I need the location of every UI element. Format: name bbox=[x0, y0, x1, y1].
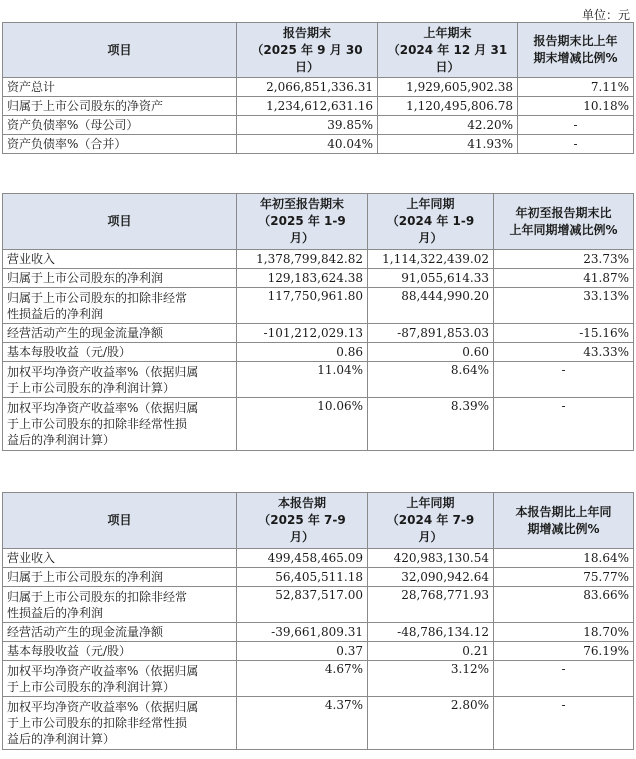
row-label: 资产负债率%（合并） bbox=[3, 135, 237, 154]
table-row bbox=[3, 250, 634, 269]
cell-current: 1,234,612,631.16 bbox=[237, 97, 378, 116]
table-row bbox=[3, 324, 634, 343]
cell-change: 76.19% bbox=[494, 642, 634, 661]
table-row bbox=[3, 97, 634, 116]
cell-change: - bbox=[494, 661, 634, 697]
cell-current: 56,405,511.18 bbox=[237, 568, 368, 587]
cell-prior: 2.80% bbox=[368, 697, 494, 750]
row-label: 基本每股收益（元/股） bbox=[3, 343, 237, 362]
cell-change: 43.33% bbox=[494, 343, 634, 362]
table-row bbox=[3, 288, 634, 324]
row-label: 归属于上市公司股东的扣除非经常 性损益后的净利润 bbox=[3, 587, 237, 623]
cell-current: 129,183,624.38 bbox=[237, 269, 368, 288]
cell-prior: 1,929,605,902.38 bbox=[378, 78, 518, 97]
table-row bbox=[3, 116, 634, 135]
cell-current: 117,750,961.80 bbox=[237, 288, 368, 324]
table-header-row bbox=[3, 194, 634, 250]
row-label: 经营活动产生的现金流量净额 bbox=[3, 324, 237, 343]
row-label: 归属于上市公司股东的扣除非经常 性损益后的净利润 bbox=[3, 288, 237, 324]
row-label: 资产总计 bbox=[3, 78, 237, 97]
cell-current: -101,212,029.13 bbox=[237, 324, 368, 343]
table-header-row bbox=[3, 493, 634, 549]
row-label: 资产负债率%（母公司） bbox=[3, 116, 237, 135]
table-row bbox=[3, 343, 634, 362]
cell-prior: 0.21 bbox=[368, 642, 494, 661]
row-label: 加权平均净资产收益率%（依据归属 于上市公司股东的净利润计算） bbox=[3, 661, 237, 697]
header-current-quarter: 本报告期 （2025 年 7-9 月） bbox=[237, 493, 368, 549]
cell-prior: 1,120,495,806.78 bbox=[378, 97, 518, 116]
cell-prior: -87,891,853.03 bbox=[368, 324, 494, 343]
cell-prior: 8.64% bbox=[368, 362, 494, 398]
cell-change: - bbox=[494, 697, 634, 750]
cell-prior: 42.20% bbox=[378, 116, 518, 135]
cell-prior: 420,983,130.54 bbox=[368, 549, 494, 568]
header-change-ratio: 报告期末比上年 期末增减比例% bbox=[518, 23, 634, 78]
table-header-row bbox=[3, 23, 634, 78]
header-change-ratio: 年初至报告期末比 上年同期增减比例% bbox=[494, 194, 634, 250]
cell-current: 499,458,465.09 bbox=[237, 549, 368, 568]
cell-prior: 41.93% bbox=[378, 135, 518, 154]
cell-change: 18.70% bbox=[494, 623, 634, 642]
header-item: 项目 bbox=[3, 23, 237, 78]
cell-prior: 8.39% bbox=[368, 398, 494, 451]
table-row bbox=[3, 587, 634, 623]
cell-change: 23.73% bbox=[494, 250, 634, 269]
row-label: 归属于上市公司股东的净资产 bbox=[3, 97, 237, 116]
header-item: 项目 bbox=[3, 493, 237, 549]
cell-prior: 28,768,771.93 bbox=[368, 587, 494, 623]
cell-current: 2,066,851,336.31 bbox=[237, 78, 378, 97]
cell-change: - bbox=[494, 362, 634, 398]
cell-current: 52,837,517.00 bbox=[237, 587, 368, 623]
table-row bbox=[3, 78, 634, 97]
table-row bbox=[3, 398, 634, 451]
cell-change: 83.66% bbox=[494, 587, 634, 623]
header-item: 项目 bbox=[3, 194, 237, 250]
cell-prior: 88,444,990.20 bbox=[368, 288, 494, 324]
cell-change: - bbox=[518, 116, 634, 135]
cell-current: 0.86 bbox=[237, 343, 368, 362]
cell-prior: 91,055,614.33 bbox=[368, 269, 494, 288]
cell-current: 39.85% bbox=[237, 116, 378, 135]
row-label: 归属于上市公司股东的净利润 bbox=[3, 568, 237, 587]
balance-indicators-table bbox=[2, 22, 634, 154]
table-row bbox=[3, 362, 634, 398]
cell-change: 7.11% bbox=[518, 78, 634, 97]
row-label: 营业收入 bbox=[3, 250, 237, 269]
header-prior-quarter: 上年同期 （2024 年 7-9 月） bbox=[368, 493, 494, 549]
cell-prior: 32,090,942.64 bbox=[368, 568, 494, 587]
row-label: 基本每股收益（元/股） bbox=[3, 642, 237, 661]
header-period-end: 报告期末 （2025 年 9 月 30 日） bbox=[237, 23, 378, 78]
table-row bbox=[3, 697, 634, 750]
cell-current: 4.37% bbox=[237, 697, 368, 750]
cell-change: 33.13% bbox=[494, 288, 634, 324]
cell-change: 10.18% bbox=[518, 97, 634, 116]
table-row bbox=[3, 568, 634, 587]
table-row bbox=[3, 549, 634, 568]
header-prior-ytd: 上年同期 （2024 年 1-9 月） bbox=[368, 194, 494, 250]
cell-current: 0.37 bbox=[237, 642, 368, 661]
cell-change: 18.64% bbox=[494, 549, 634, 568]
cell-current: 11.04% bbox=[237, 362, 368, 398]
table-row bbox=[3, 661, 634, 697]
cell-current: -39,661,809.31 bbox=[237, 623, 368, 642]
row-label: 经营活动产生的现金流量净额 bbox=[3, 623, 237, 642]
unit-label: 单位：元 bbox=[581, 8, 630, 22]
cell-current: 40.04% bbox=[237, 135, 378, 154]
cell-current: 1,378,799,842.82 bbox=[237, 250, 368, 269]
cell-prior: -48,786,134.12 bbox=[368, 623, 494, 642]
table-row bbox=[3, 135, 634, 154]
cell-change: 41.87% bbox=[494, 269, 634, 288]
row-label: 加权平均净资产收益率%（依据归属 于上市公司股东的扣除非经常性损 益后的净利润计算） bbox=[3, 398, 237, 451]
cell-change: - bbox=[518, 135, 634, 154]
row-label: 归属于上市公司股东的净利润 bbox=[3, 269, 237, 288]
cell-prior: 3.12% bbox=[368, 661, 494, 697]
ytd-indicators-table bbox=[2, 193, 634, 451]
cell-change: - bbox=[494, 398, 634, 451]
quarter-indicators-table bbox=[2, 492, 634, 750]
cell-change: 75.77% bbox=[494, 568, 634, 587]
cell-current: 4.67% bbox=[237, 661, 368, 697]
header-prior-year-end: 上年期末 （2024 年 12 月 31 日） bbox=[378, 23, 518, 78]
cell-current: 10.06% bbox=[237, 398, 368, 451]
table-row bbox=[3, 642, 634, 661]
header-ytd: 年初至报告期末 （2025 年 1-9 月） bbox=[237, 194, 368, 250]
table-row bbox=[3, 623, 634, 642]
table-row bbox=[3, 269, 634, 288]
row-label: 营业收入 bbox=[3, 549, 237, 568]
cell-change: -15.16% bbox=[494, 324, 634, 343]
row-label: 加权平均净资产收益率%（依据归属 于上市公司股东的净利润计算） bbox=[3, 362, 237, 398]
cell-prior: 1,114,322,439.02 bbox=[368, 250, 494, 269]
header-change-ratio: 本报告期比上年同 期增减比例% bbox=[494, 493, 634, 549]
cell-prior: 0.60 bbox=[368, 343, 494, 362]
row-label: 加权平均净资产收益率%（依据归属 于上市公司股东的扣除非经常性损 益后的净利润计算） bbox=[3, 697, 237, 750]
